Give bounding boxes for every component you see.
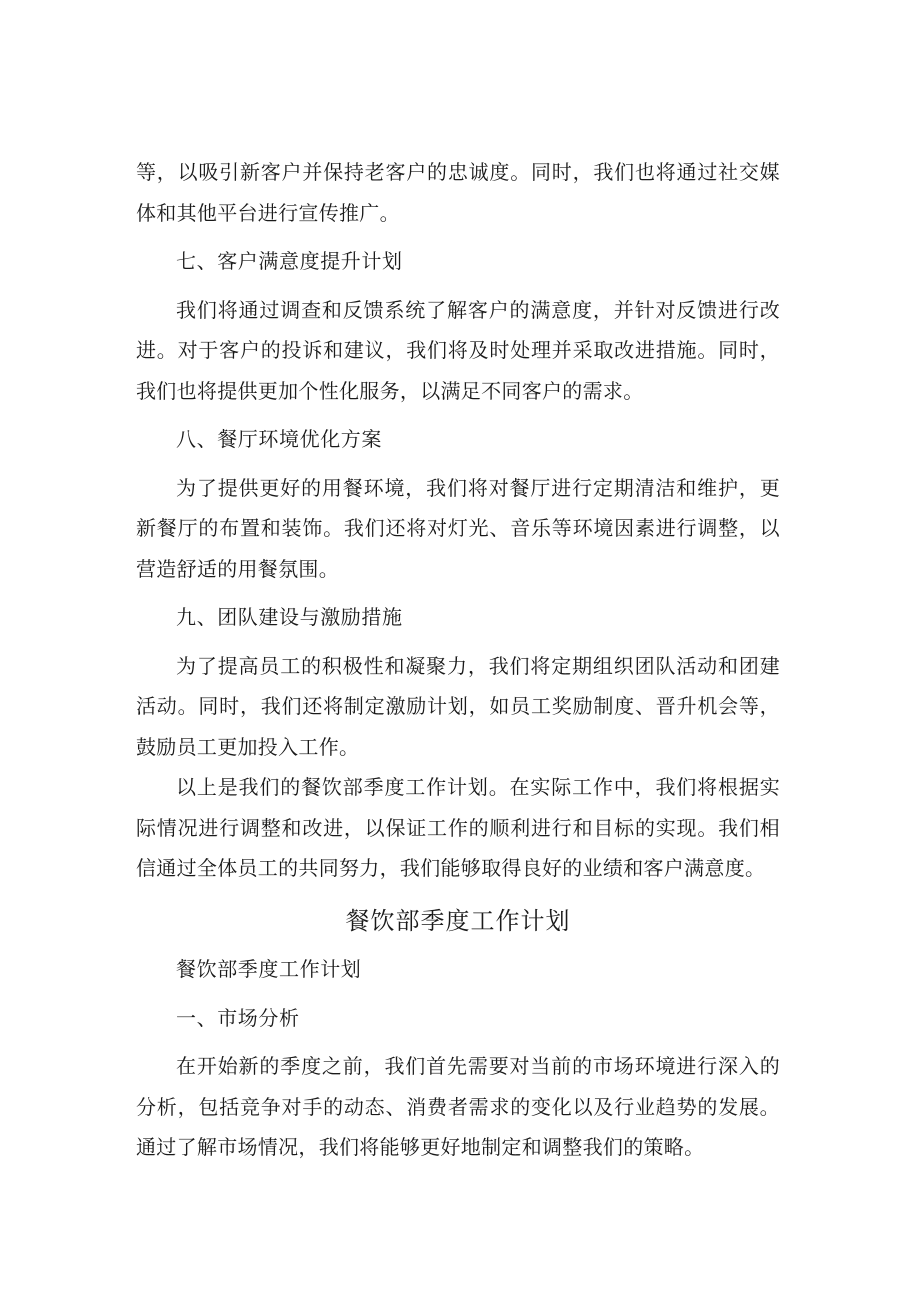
document-body: [136, 152, 780, 1168]
section-8-heading: 八、餐厅环境优化方案: [176, 427, 382, 451]
conclusion-paragraph: 以上是我们的餐饮部季度工作计划。在实际工作中，我们将根据实际情况进行调整和改进，以保证工作的顺利进行和目标的实现。我们相信通过全体员工的共同努力，我们能够取得良好的业绩和客户满意度。: [136, 775, 780, 880]
section-1-heading: 一、市场分析: [176, 1005, 300, 1030]
document-title: 餐饮部季度工作计划: [345, 906, 571, 935]
section-1-body: 在开始新的季度之前，我们首先需要对当前的市场环境进行深入的分析，包括竞争对手的动态、消费者需求的变化以及行业趋势的发展。通过了解市场情况，我们将能够更好地制定和调整我们的策略。: [136, 1054, 780, 1159]
section-7-heading: 七、客户满意度提升计划: [176, 249, 403, 273]
section-9-body: 为了提高员工的积极性和凝聚力，我们将定期组织团队活动和团建活动。同时，我们还将制定激励计划，如员工奖励制度、晋升机会等，鼓励员工更加投入工作。: [136, 653, 780, 759]
section-7-body: 我们将通过调查和反馈系统了解客户的满意度，并针对反馈进行改进。对于客户的投诉和建议，我们将及时处理并采取改进措施。同时，我们也将提供更加个性化服务，以满足不同客户的需求。: [136, 297, 780, 403]
section-9-heading: 九、团队建设与激励措施: [176, 605, 403, 629]
section-8-body: 为了提供更好的用餐环境，我们将对餐厅进行定期清洁和维护，更新餐厅的布置和装饰。我们还将对灯光、音乐等环境因素进行调整，以营造舒适的用餐氛围。: [136, 475, 780, 581]
paragraph-continuation: 等，以吸引新客户并保持老客户的忠诚度。同时，我们也将通过社交媒体和其他平台进行宣传推广。: [136, 160, 780, 225]
document-subtitle: 餐饮部季度工作计划: [176, 957, 362, 981]
